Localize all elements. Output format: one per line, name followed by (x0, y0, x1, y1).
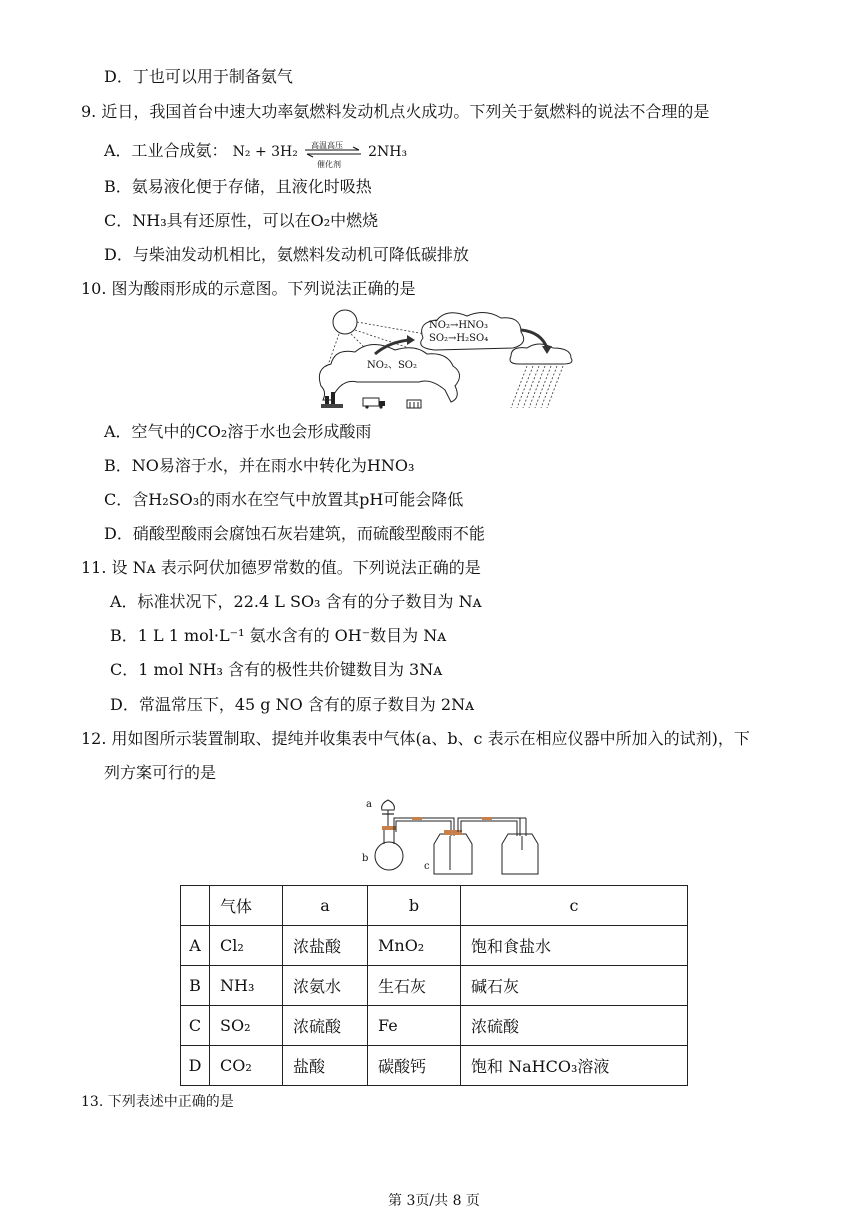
q12-stem-line1: 12. 用如图所示装置制取、提纯并收集表中气体(a、b、c 表示在相应仪器中所加入的试剂)，下 (81, 729, 750, 748)
table-cell: B (181, 966, 210, 1006)
table-cell: Fe (368, 1006, 461, 1046)
fig-cloud-text-2: SO₂→H₂SO₄ (429, 333, 489, 344)
equation-condition-above: 高温高压 (310, 140, 343, 150)
q13-stem: 13. 下列表述中正确的是 (81, 1094, 234, 1110)
table-cell: 碳酸钙 (368, 1046, 461, 1086)
table-cell: Cl₂ (210, 926, 283, 966)
fig-label-a: a (366, 799, 372, 810)
acid-rain-figure (315, 308, 580, 413)
q11-option-c: C．1 mol NH₃ 含有的极性共价键数目为 3Nᴀ (110, 660, 443, 679)
q9-option-a-prefix: A．工业合成氨： (104, 141, 228, 160)
table-header-cell: 气体 (210, 886, 283, 926)
apparatus-diagram (362, 796, 552, 876)
table-row (181, 1046, 688, 1086)
table-cell: 浓氨水 (283, 966, 368, 1006)
equation-left: N₂ + 3H₂ (232, 144, 298, 160)
table-header-cell (181, 886, 210, 926)
reversible-arrow (303, 140, 363, 169)
q11-option-a: A．标准状况下，22.4 L SO₃ 含有的分子数目为 Nᴀ (110, 592, 482, 611)
q10-option-c: C．含H₂SO₃的雨水在空气中放置其pH可能会降低 (104, 490, 464, 509)
fig-label-b: b (362, 853, 369, 864)
table-cell: CO₂ (210, 1046, 283, 1086)
q9-option-d: D．与柴油发动机相比，氨燃料发动机可降低碳排放 (104, 245, 469, 264)
q10-stem: 10. 图为酸雨形成的示意图。下列说法正确的是 (81, 279, 416, 298)
equation-condition-below: 催化剂 (316, 159, 341, 169)
table-cell: D (181, 1046, 210, 1086)
apparatus-figure (362, 796, 552, 876)
table-cell: 浓硫酸 (461, 1006, 688, 1046)
table-cell: SO₂ (210, 1006, 283, 1046)
q10-option-b: B．NO易溶于水，并在雨水中转化为HNO₃ (104, 456, 415, 475)
table-cell: 浓硫酸 (283, 1006, 368, 1046)
table-cell: A (181, 926, 210, 966)
q9-option-b: B．氨易液化便于存储，且液化时吸热 (104, 177, 372, 196)
table-cell: NH₃ (210, 966, 283, 1006)
q9-stem: 9. 近日，我国首台中速大功率氨燃料发动机点火成功。下列关于氨燃料的说法不合理的是 (81, 102, 710, 121)
q8-option-d: D．丁也可以用于制备氨气 (104, 67, 293, 86)
table-row (181, 1006, 688, 1046)
q9-option-c: C．NH₃具有还原性，可以在O₂中燃烧 (104, 211, 379, 230)
fig-smoke-text: NO₂、SO₂ (367, 360, 418, 371)
q11-option-d: D．常温常压下，45 g NO 含有的原子数目为 2Nᴀ (110, 695, 475, 714)
q12-stem-line2: 列方案可行的是 (104, 763, 217, 782)
fig-cloud-text-1: NO₂→HNO₃ (429, 320, 489, 331)
q11-stem: 11. 设 Nᴀ 表示阿伏加德罗常数的值。下列说法正确的是 (81, 558, 481, 577)
q10-option-d: D．硝酸型酸雨会腐蚀石灰岩建筑，而硫酸型酸雨不能 (104, 524, 485, 543)
table-row (181, 926, 688, 966)
table-cell: 饱和食盐水 (461, 926, 688, 966)
table-cell: 饱和 NaHCO₃溶液 (461, 1046, 688, 1086)
table-header-row (181, 886, 688, 926)
q11-option-b: B．1 L 1 mol·L⁻¹ 氨水含有的 OH⁻数目为 Nᴀ (110, 626, 447, 645)
reagent-table (180, 885, 688, 1086)
page-footer: 第 3页/共 8 页 (388, 1193, 480, 1209)
q9-option-a (104, 140, 408, 169)
table-cell: 碱石灰 (461, 966, 688, 1006)
fig-label-c: c (424, 861, 430, 872)
table-header-cell: c (461, 886, 688, 926)
table-header-cell: a (283, 886, 368, 926)
table-cell: 浓盐酸 (283, 926, 368, 966)
table-cell: 生石灰 (368, 966, 461, 1006)
equation-right: 2NH₃ (368, 144, 408, 160)
table-cell: 盐酸 (283, 1046, 368, 1086)
q10-option-a: A．空气中的CO₂溶于水也会形成酸雨 (104, 422, 372, 441)
table-cell: MnO₂ (368, 926, 461, 966)
table-header-cell: b (368, 886, 461, 926)
table-cell: C (181, 1006, 210, 1046)
table-row (181, 966, 688, 1006)
